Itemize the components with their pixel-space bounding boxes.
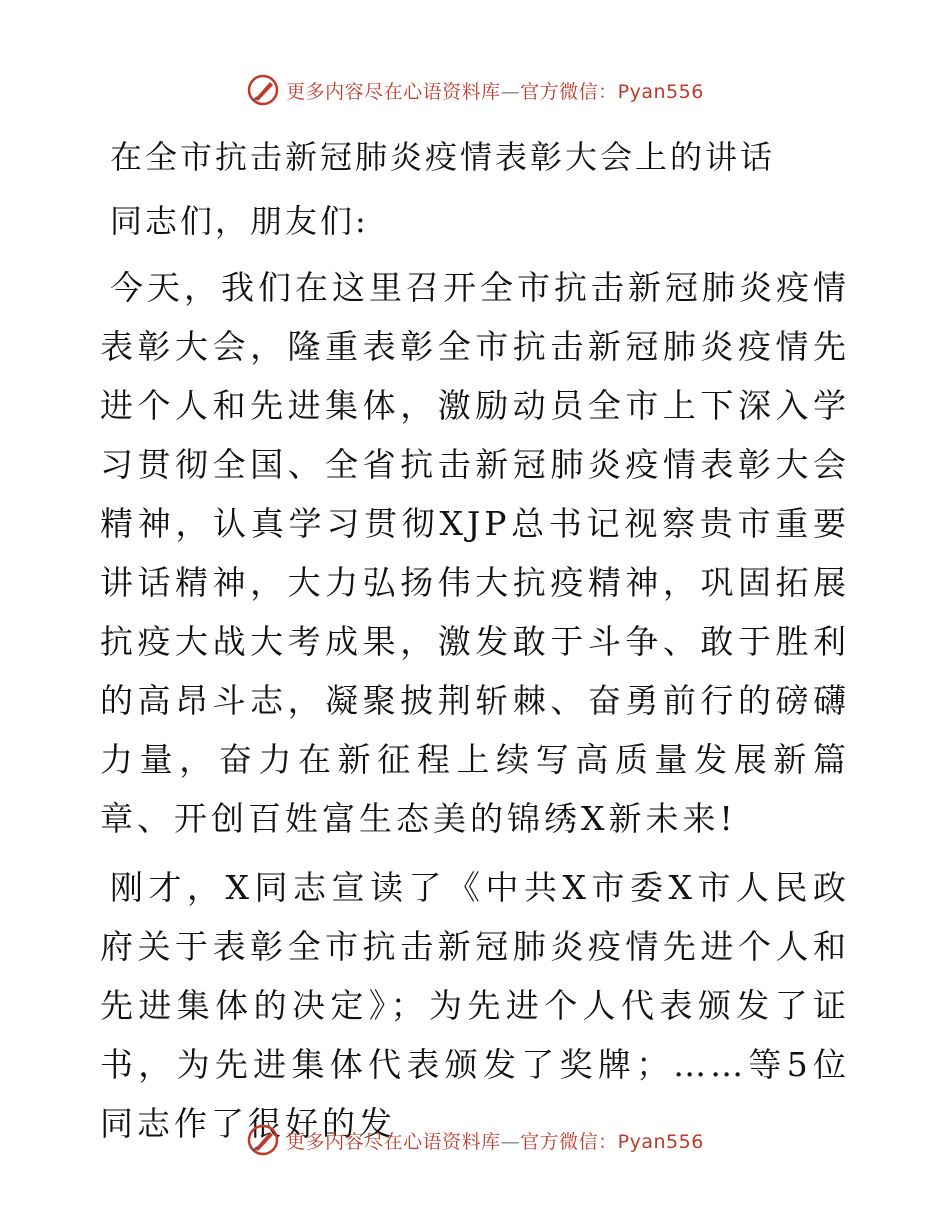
watermark-contact: 官方微信：Pyan556 [520,1130,704,1153]
watermark-separator: — [500,80,521,103]
header-watermark [0,70,950,110]
document-title: 在全市抗击新冠肺炎疫情表彰大会上的讲话 [110,138,776,176]
watermark-separator: — [500,1130,521,1153]
greeting: 同志们，朋友们: [110,202,369,240]
paragraph-2: 刚才，X同志宣读了《中共X市委X市人民政府关于表彰全市抗击新冠肺炎疫情先进个人和先进集体的决定》；为先进个人代表颁发了证书，为先进集体代表颁发了奖牌；……等5位同志作了很好的发 [100,868,850,1143]
watermark-contact: 官方微信：Pyan556 [520,80,704,103]
watermark-text [286,1127,704,1154]
footer-watermark [0,1120,950,1160]
quill-logo-icon [246,73,280,107]
watermark-label: 更多内容尽在心语资料库 [286,80,501,103]
watermark-text [286,77,704,104]
paragraph-1: 今天，我们在这里召开全市抗击新冠肺炎疫情表彰大会，隆重表彰全市抗击新冠肺炎疫情先进个人和先进集体，激励动员全市上下深入学习贯彻全国、全省抗击新冠肺炎疫情表彰大会精神，认真学习贯彻XJP总书记视察贵市重要讲话精神，大力弘扬伟大抗疫精神，巩固拓展抗疫大战大考成果，激发敢于斗争、敢于胜利的高昂斗志，凝聚披荆斩棘、奋勇前行的磅礴力量，奋力在新征程上续写高质量发展新篇章、开创百姓富生态美的锦绣X新未来! [100,268,850,838]
watermark-label: 更多内容尽在心语资料库 [286,1130,501,1153]
document-body [100,118,850,1153]
quill-logo-icon [246,1123,280,1157]
